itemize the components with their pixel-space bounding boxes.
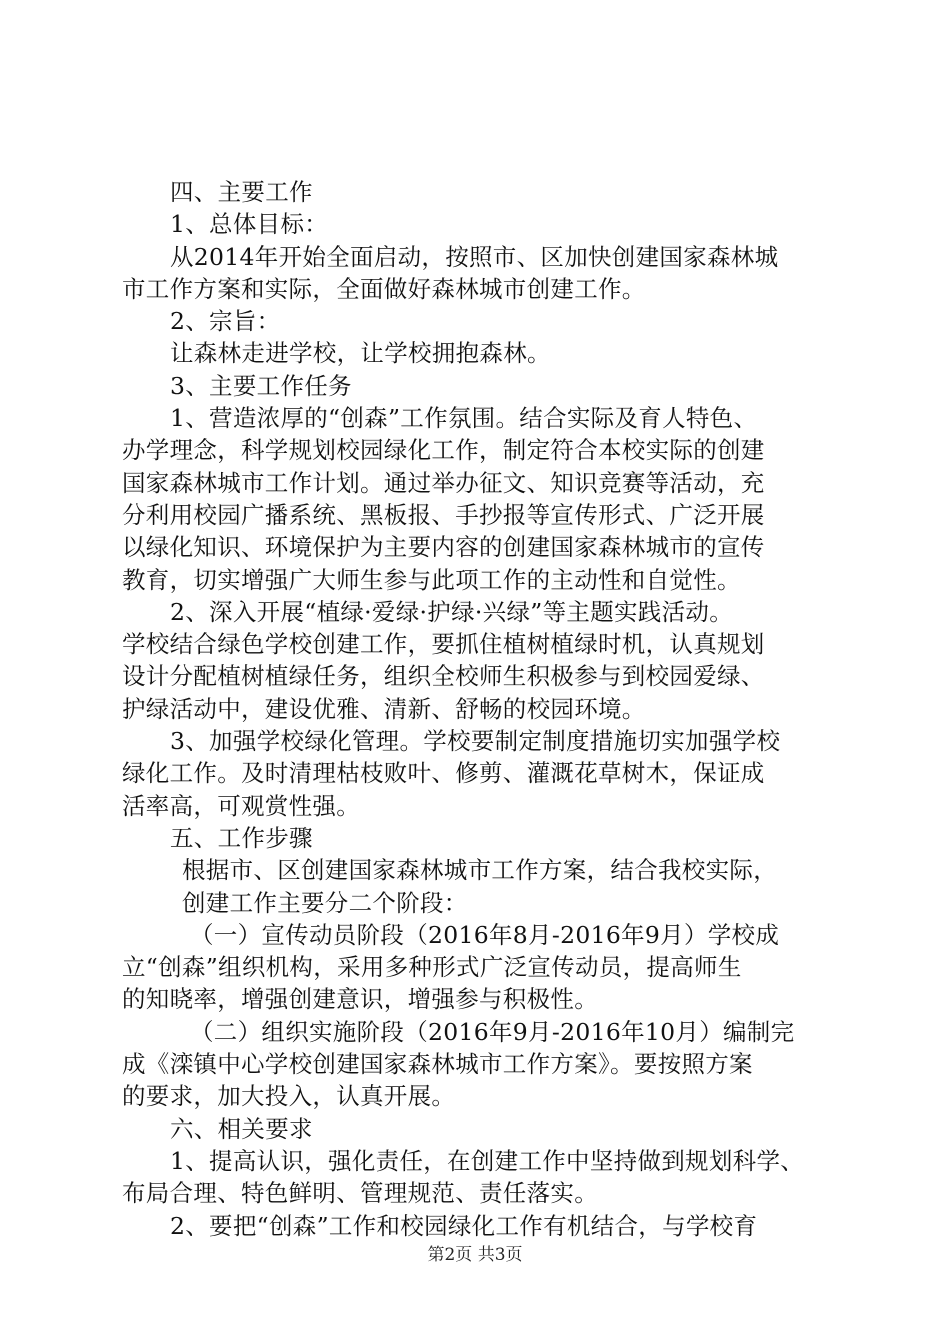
text-line: 1、营造浓厚的“创森”工作氛围。结合实际及育人特色、	[170, 404, 758, 433]
text-line: 从2014年开始全面启动，按照市、区加快创建国家森林城	[170, 242, 779, 271]
text-line: 2、宗旨：	[170, 307, 281, 336]
text-line: 布局合理、特色鲜明、管理规范、责任落实。	[122, 1179, 598, 1208]
text-line: 以绿化知识、环境保护为主要内容的创建国家森林城市的宣传	[122, 533, 765, 562]
text-line: 学校结合绿色学校创建工作，要抓住植树植绿时机，认真规划	[122, 630, 765, 659]
text-line: 的要求，加大投入，认真开展。	[122, 1082, 456, 1111]
text-line: 1、总体目标：	[170, 210, 329, 239]
text-line: 分利用校园广播系统、黑板报、手抄报等宣传形式、广泛开展	[122, 500, 765, 529]
document-body	[122, 176, 834, 1242]
text-line: 2、要把“创森”工作和校园绿化工作有机结合，与学校育	[170, 1211, 758, 1240]
text-line: 五、工作步骤	[170, 823, 313, 852]
text-line: 教育，切实增强广大师生参与此项工作的主动性和自觉性。	[122, 565, 741, 594]
text-line: 根据市、区创建国家森林城市工作方案，结合我校实际，	[182, 856, 777, 885]
text-line: （一）宣传动员阶段（2016年8月-2016年9月）学校成	[190, 920, 780, 949]
text-line: 成《滦镇中心学校创建国家森林城市工作方案》。要按照方案	[122, 1050, 753, 1079]
text-line: 办学理念，科学规划校园绿化工作，制定符合本校实际的创建	[122, 436, 765, 465]
page-footer: 第2页 共3页	[427, 1245, 523, 1265]
text-line: 创建工作主要分二个阶段：	[182, 888, 468, 917]
text-line: 让森林走进学校，让学校拥抱森林。	[170, 339, 551, 368]
text-line: 1、提高认识，强化责任，在创建工作中坚持做到规划科学、	[170, 1146, 805, 1175]
text-line: 3、主要工作任务	[170, 371, 352, 400]
text-line: 市工作方案和实际，全面做好森林城市创建工作。	[122, 274, 646, 303]
text-line: 活率高，可观赏性强。	[122, 791, 360, 820]
text-line: 设计分配植树植绿任务，组织全校师生积极参与到校园爱绿、	[122, 662, 765, 691]
text-line: 立“创森”组织机构，采用多种形式广泛宣传动员，提高师生	[122, 953, 742, 982]
text-line: 3、加强学校绿化管理。学校要制定制度措施切实加强学校	[170, 727, 781, 756]
text-line: 国家森林城市工作计划。通过举办征文、知识竞赛等活动，充	[122, 468, 765, 497]
text-line: （二）组织实施阶段（2016年9月-2016年10月）编制完	[190, 1017, 795, 1046]
text-line: 六、相关要求	[170, 1114, 313, 1143]
text-line: 四、主要工作	[170, 178, 313, 206]
text-line: 2、深入开展“植绿·爱绿·护绿·兴绿”等主题实践活动。	[170, 597, 733, 626]
text-line: 的知晓率，增强创建意识，增强参与积极性。	[122, 985, 598, 1014]
text-line: 绿化工作。及时清理枯枝败叶、修剪、灌溉花草树木，保证成	[122, 759, 765, 788]
text-line: 护绿活动中，建设优雅、清新、舒畅的校园环境。	[122, 694, 646, 723]
